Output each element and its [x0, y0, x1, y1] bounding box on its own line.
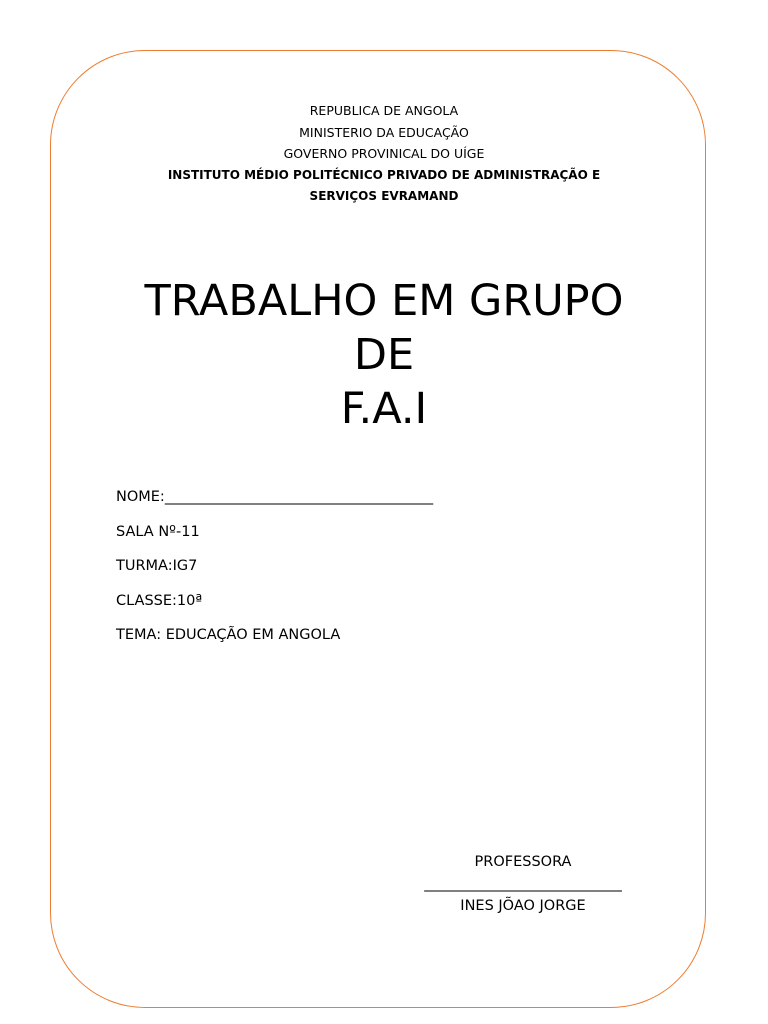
title-line1: TRABALHO EM GRUPO: [144, 276, 624, 326]
header-institute-line1: INSTITUTO MÉDIO POLITÉCNICO PRIVADO DE ADMINISTRAÇÃO E: [167, 167, 601, 182]
document-header: [100, 100, 668, 208]
teacher-name: INES JÕAO JORGE: [460, 898, 586, 914]
header-government: GOVERNO PROVINICAL DO UÍGE: [283, 146, 485, 161]
student-info: [116, 487, 433, 660]
signature-label: PROFESSORA: [474, 854, 572, 870]
title-line2: DE: [353, 330, 415, 380]
info-tema: TEMA: EDUCAÇÃO EM ANGOLA: [116, 627, 341, 643]
header-institute-line2: SERVIÇOS EVRAMAND: [309, 189, 459, 203]
teacher-signature: [402, 851, 644, 917]
info-nome: NOME:_____________________________________: [116, 489, 434, 505]
document-title: [84, 274, 684, 436]
info-classe: CLASSE:10ª: [116, 592, 203, 609]
info-turma: TURMA:IG7: [116, 558, 198, 574]
info-sala: SALA Nº-11: [116, 523, 200, 540]
header-ministry: MINISTERIO DA EDUCAÇÃO: [299, 124, 469, 140]
title-line3: F.A.I: [340, 384, 428, 434]
header-country: REPUBLICA DE ANGOLA: [309, 103, 459, 118]
signature-line: ____________________________: [424, 876, 622, 892]
